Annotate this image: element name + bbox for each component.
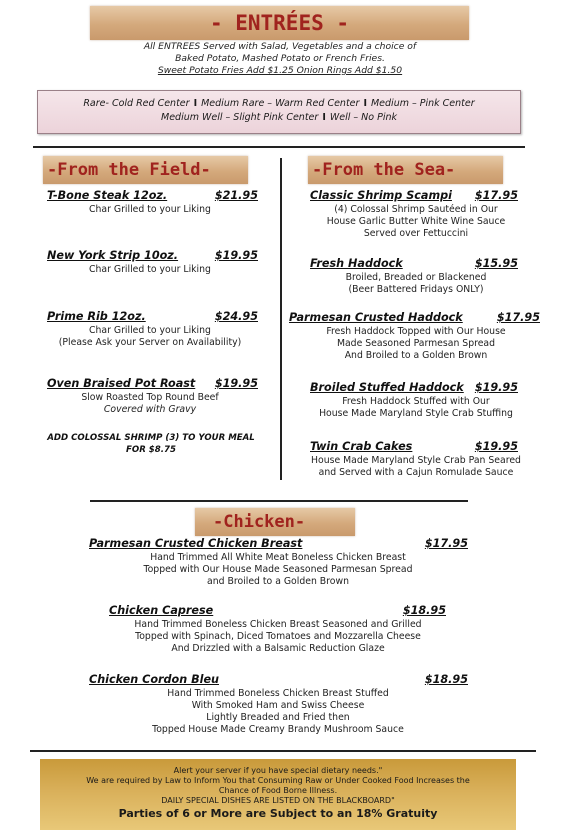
temp-medium-well: Medium Well – Slight Pink Center (161, 112, 319, 123)
temp-separator: I (322, 112, 326, 123)
menu-item-name: Broiled Stuffed Haddock (310, 381, 464, 394)
entrees-intro-line-1: All ENTREES Served with Salad, Vegetables and a choice of (143, 41, 417, 52)
chicken-section-banner (195, 508, 355, 536)
temperature-row-2 (38, 111, 520, 125)
menu-item-desc: Fresh Haddock Topped with Our House (326, 326, 506, 337)
menu-item-price: $24.95 (214, 310, 258, 323)
footer-gratuity-note: Parties of 6 or More are Subject to an 18% Gratuity (118, 807, 438, 820)
menu-item-desc: House Made Maryland Style Crab Stuffing (319, 408, 513, 419)
entrees-intro-line-2: Baked Potato, Mashed Potato or French Fries. (175, 53, 385, 64)
divider-middle (90, 500, 468, 502)
menu-item-desc: Fresh Haddock Stuffed with Our (342, 396, 490, 407)
menu-item-desc (40, 404, 260, 416)
menu-item-price: $18.95 (424, 673, 468, 686)
menu-item-price: $19.95 (474, 440, 518, 453)
footer-notice (40, 759, 516, 830)
divider-top (33, 146, 525, 148)
menu-item-desc: Lightly Breaded and Fried then (206, 712, 350, 723)
menu-item-price: $19.95 (214, 249, 258, 262)
menu-item-desc: Topped with Spinach, Diced Tomatoes and Mozzarella Cheese (135, 631, 421, 642)
menu-item-desc: Hand Trimmed Boneless Chicken Breast Stuffed (167, 688, 389, 699)
temp-medium: Medium – Pink Center (370, 98, 475, 109)
temp-separator: I (363, 98, 367, 109)
entrees-intro-line-3 (90, 65, 470, 77)
menu-item-price: $17.95 (474, 189, 518, 202)
menu-item-price: $21.95 (214, 189, 258, 202)
chicken-section-title: -Chicken- (213, 512, 306, 532)
menu-item-desc: (Please Ask your Server on Availability) (58, 337, 242, 348)
temp-separator: I (193, 98, 198, 109)
menu-item-desc: Topped House Made Creamy Brandy Mushroom Sauce (152, 724, 404, 735)
footer-law-note-cont: Chance of Food Borne Illness. (218, 786, 338, 795)
sea-section-banner (308, 156, 503, 184)
menu-item-desc: Hand Trimmed Boneless Chicken Breast Seasoned and Grilled (134, 619, 422, 630)
addon-line-1: ADD COLOSSAL SHRIMP (3) TO YOUR MEAL (47, 433, 255, 443)
sea-section-title: -From the Sea- (312, 160, 456, 180)
menu-item-desc-italic: Covered with Gravy (103, 404, 197, 415)
menu-item-desc: Char Grilled to your Liking (89, 325, 211, 336)
divider-vertical (280, 158, 282, 480)
menu-item-desc: Char Grilled to your Liking (89, 264, 211, 275)
temperature-row-1 (38, 97, 520, 111)
menu-item-desc: House Made Maryland Style Crab Pan Seared (311, 455, 521, 466)
menu-item-desc: Hand Trimmed All White Meat Boneless Chicken Breast (150, 552, 406, 563)
field-section-banner (43, 156, 248, 184)
footer-specials-note: DAILY SPECIAL DISHES ARE LISTED ON THE BLACKBOARD" (161, 796, 395, 805)
divider-bottom (30, 750, 536, 752)
menu-item-price: $18.95 (402, 604, 446, 617)
menu-item-price: $15.95 (474, 257, 518, 270)
menu-item-desc: Broiled, Breaded or Blackened (345, 272, 487, 283)
menu-item-desc: And Broiled to a Golden Brown (344, 350, 488, 361)
menu-item-price: $19.95 (474, 381, 518, 394)
menu-item-desc: (4) Colossal Shrimp Sautéed in Our (334, 204, 498, 215)
menu-item-name: Prime Rib 12oz. (47, 310, 146, 323)
temp-medium-rare: Medium Rare – Warm Red Center (201, 98, 360, 109)
menu-item-name: Twin Crab Cakes (310, 440, 413, 453)
menu-item-price: $19.95 (214, 377, 258, 390)
temp-well: Well – No Pink (329, 112, 397, 123)
menu-item-desc: Served over Fettuccini (363, 228, 469, 239)
menu-item-name: New York Strip 10oz. (47, 249, 179, 262)
addon-line-2: FOR $8.75 (126, 445, 176, 455)
entrees-banner (90, 6, 469, 40)
temperature-guide (37, 90, 521, 134)
menu-item-desc: Topped with Our House Made Seasoned Parmesan Spread (143, 564, 413, 575)
menu-item-desc: House Garlic Butter White Wine Sauce (326, 216, 506, 227)
footer-law-note: We are required by Law to Inform You that Consuming Raw or Under Cooked Food Increases the (86, 776, 470, 785)
menu-item-name: Classic Shrimp Scampi (310, 189, 452, 202)
footer-dietary-note: Alert your server if you have special dietary needs." (173, 766, 383, 775)
menu-item-price: $17.95 (496, 311, 540, 324)
sides-upgrade-note: Sweet Potato Fries Add $1.25 Onion Rings Add $1.50 (157, 65, 403, 76)
menu-item-desc: and Broiled to a Golden Brown (207, 576, 349, 587)
menu-item-desc: Slow Roasted Top Round Beef (81, 392, 219, 403)
menu-item-name: Chicken Caprese (109, 604, 214, 617)
menu-item-name: T-Bone Steak 12oz. (47, 189, 168, 202)
menu-item-name: Parmesan Crusted Chicken Breast (89, 537, 303, 550)
menu-item-desc: Char Grilled to your Liking (89, 204, 211, 215)
menu-item-desc: And Drizzled with a Balsamic Reduction Glaze (171, 643, 385, 654)
menu-item-name: Fresh Haddock (310, 257, 403, 270)
menu-item-desc: Made Seasoned Parmesan Spread (336, 338, 496, 349)
menu-item-name: Oven Braised Pot Roast (47, 377, 196, 390)
menu-item-price: $17.95 (424, 537, 468, 550)
entrees-title: - ENTRÉES - (209, 11, 350, 35)
menu-item-desc: With Smoked Ham and Swiss Cheese (191, 700, 365, 711)
menu-item-desc: (Beer Battered Fridays ONLY) (348, 284, 484, 295)
field-section-title: -From the Field- (47, 160, 211, 180)
menu-item-name: Parmesan Crusted Haddock (289, 311, 463, 324)
temp-rare: Rare- Cold Red Center (83, 98, 190, 109)
menu-item-name: Chicken Cordon Bleu (89, 673, 220, 686)
menu-item-desc: and Served with a Cajun Romulade Sauce (318, 467, 514, 478)
